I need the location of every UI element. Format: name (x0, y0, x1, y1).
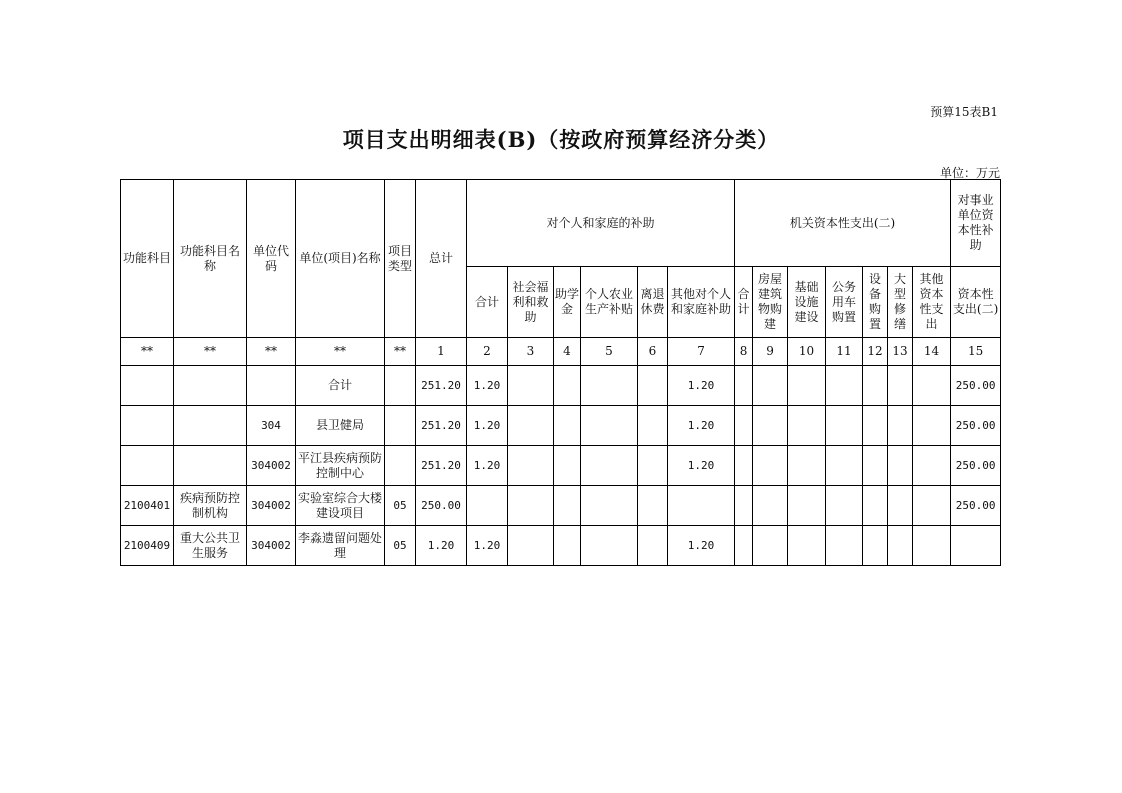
header-personal-retire: 离退休费 (638, 267, 668, 338)
cell-personal-other: 1.20 (668, 526, 735, 566)
cell-empty (581, 446, 638, 486)
cell-empty (638, 446, 668, 486)
index-cell: 7 (668, 338, 735, 366)
cell-empty (863, 406, 888, 446)
header-capital-equip: 设备购置 (863, 267, 888, 338)
cell-personal-other: 1.20 (668, 406, 735, 446)
cell-unit-code: 304002 (247, 486, 296, 526)
cell-empty (554, 526, 581, 566)
header-capital-other: 其他资本性支出 (913, 267, 951, 338)
header-unit-name: 单位(项目)名称 (296, 180, 385, 338)
cell-empty (788, 366, 826, 406)
cell-project-type (385, 446, 416, 486)
cell-empty (581, 486, 638, 526)
cell-unit-name: 实验室综合大楼建设项目 (296, 486, 385, 526)
cell-project-type: 05 (385, 526, 416, 566)
cell-empty (913, 406, 951, 446)
cell-total: 251.20 (416, 366, 467, 406)
cell-project-type (385, 406, 416, 446)
header-project-type: 项目类型 (385, 180, 416, 338)
budget-table (120, 179, 1001, 566)
cell-empty (554, 406, 581, 446)
cell-project-type: 05 (385, 486, 416, 526)
cell-empty (638, 406, 668, 446)
table-row (121, 526, 1001, 566)
cell-empty (888, 526, 913, 566)
cell-personal-sum: 1.20 (467, 406, 508, 446)
index-cell: 13 (888, 338, 913, 366)
cell-personal-other: 1.20 (668, 366, 735, 406)
index-cell: ** (247, 338, 296, 366)
cell-empty (753, 486, 788, 526)
cell-project-type (385, 366, 416, 406)
index-row (121, 338, 1001, 366)
index-cell: 6 (638, 338, 668, 366)
index-cell: ** (296, 338, 385, 366)
index-cell: 1 (416, 338, 467, 366)
header-capital-infra: 基础设施建设 (788, 267, 826, 338)
cell-empty (581, 366, 638, 406)
index-cell: ** (174, 338, 247, 366)
cell-empty (735, 526, 753, 566)
cell-empty (638, 526, 668, 566)
cell-empty (508, 486, 554, 526)
index-cell: 2 (467, 338, 508, 366)
header-func-code: 功能科目 (121, 180, 174, 338)
cell-personal-sum: 1.20 (467, 366, 508, 406)
cell-empty (826, 526, 863, 566)
cell-personal-other: 1.20 (668, 446, 735, 486)
cell-empty (735, 446, 753, 486)
cell-empty (788, 486, 826, 526)
cell-subsidy-capital: 250.00 (951, 366, 1001, 406)
cell-empty (863, 446, 888, 486)
cell-subsidy-capital: 250.00 (951, 486, 1001, 526)
cell-func-name (174, 366, 247, 406)
cell-empty (753, 526, 788, 566)
index-cell: ** (385, 338, 416, 366)
index-cell: 9 (753, 338, 788, 366)
cell-empty (638, 486, 668, 526)
cell-empty (554, 486, 581, 526)
cell-func-code (121, 446, 174, 486)
header-row-1 (121, 180, 1001, 267)
table-row (121, 406, 1001, 446)
index-cell: 8 (735, 338, 753, 366)
header-total: 总计 (416, 180, 467, 338)
cell-func-code: 2100409 (121, 526, 174, 566)
index-cell: 14 (913, 338, 951, 366)
cell-empty (788, 446, 826, 486)
cell-unit-name: 合计 (296, 366, 385, 406)
cell-subsidy-capital: 250.00 (951, 406, 1001, 446)
cell-unit-code: 304002 (247, 526, 296, 566)
index-cell: 3 (508, 338, 554, 366)
cell-empty (638, 366, 668, 406)
cell-func-name (174, 406, 247, 446)
header-capital-sum: 合计 (735, 267, 753, 338)
cell-unit-code (247, 366, 296, 406)
cell-unit-name: 平江县疾病预防控制中心 (296, 446, 385, 486)
cell-empty (888, 366, 913, 406)
cell-func-name (174, 446, 247, 486)
form-number: 预算15表B1 (930, 105, 998, 119)
header-func-name: 功能科目名称 (174, 180, 247, 338)
cell-subsidy-capital (951, 526, 1001, 566)
cell-empty (913, 486, 951, 526)
cell-subsidy-capital: 250.00 (951, 446, 1001, 486)
cell-empty (735, 486, 753, 526)
index-cell: ** (121, 338, 174, 366)
cell-empty (888, 406, 913, 446)
cell-empty (863, 526, 888, 566)
header-personal-welfare: 社会福利和救助 (508, 267, 554, 338)
header-capital-repair: 大型修缮 (888, 267, 913, 338)
cell-empty (913, 366, 951, 406)
cell-func-code (121, 406, 174, 446)
cell-empty (753, 446, 788, 486)
header-personal-sum: 合计 (467, 267, 508, 338)
cell-func-code (121, 366, 174, 406)
cell-empty (554, 446, 581, 486)
index-cell: 15 (951, 338, 1001, 366)
cell-unit-code: 304 (247, 406, 296, 446)
cell-empty (753, 406, 788, 446)
header-capital-car: 公务用车购置 (826, 267, 863, 338)
cell-empty (863, 486, 888, 526)
cell-empty (788, 406, 826, 446)
cell-empty (735, 406, 753, 446)
header-subsidy-capital: 资本性支出(二) (951, 267, 1001, 338)
index-cell: 5 (581, 338, 638, 366)
cell-empty (508, 366, 554, 406)
header-personal-other: 其他对个人和家庭补助 (668, 267, 735, 338)
cell-empty (508, 406, 554, 446)
cell-empty (826, 366, 863, 406)
cell-total: 251.20 (416, 446, 467, 486)
index-cell: 4 (554, 338, 581, 366)
cell-empty (913, 446, 951, 486)
cell-empty (913, 526, 951, 566)
cell-personal-other (668, 486, 735, 526)
header-group-capital: 机关资本性支出(二) (735, 180, 951, 267)
cell-func-name: 重大公共卫生服务 (174, 526, 247, 566)
cell-personal-sum: 1.20 (467, 526, 508, 566)
cell-unit-name: 李淼遗留问题处理 (296, 526, 385, 566)
cell-empty (888, 486, 913, 526)
header-group-personal: 对个人和家庭的补助 (467, 180, 735, 267)
cell-empty (826, 406, 863, 446)
cell-func-code: 2100401 (121, 486, 174, 526)
cell-total: 251.20 (416, 406, 467, 446)
cell-empty (554, 366, 581, 406)
header-personal-agri: 个人农业生产补贴 (581, 267, 638, 338)
cell-empty (508, 446, 554, 486)
cell-personal-sum: 1.20 (467, 446, 508, 486)
cell-empty (581, 526, 638, 566)
index-cell: 12 (863, 338, 888, 366)
cell-func-name: 疾病预防控制机构 (174, 486, 247, 526)
cell-unit-code: 304002 (247, 446, 296, 486)
cell-total: 250.00 (416, 486, 467, 526)
cell-personal-sum (467, 486, 508, 526)
cell-empty (888, 446, 913, 486)
cell-total: 1.20 (416, 526, 467, 566)
cell-empty (788, 526, 826, 566)
cell-empty (735, 366, 753, 406)
cell-empty (753, 366, 788, 406)
table-row-total (121, 366, 1001, 406)
cell-empty (826, 446, 863, 486)
index-cell: 10 (788, 338, 826, 366)
table-row (121, 486, 1001, 526)
table-row (121, 446, 1001, 486)
header-personal-grant: 助学金 (554, 267, 581, 338)
cell-empty (581, 406, 638, 446)
cell-empty (863, 366, 888, 406)
index-cell: 11 (826, 338, 863, 366)
header-capital-house: 房屋建筑物购建 (753, 267, 788, 338)
cell-empty (508, 526, 554, 566)
header-unit-code: 单位代码 (247, 180, 296, 338)
cell-unit-name: 县卫健局 (296, 406, 385, 446)
cell-empty (826, 486, 863, 526)
page-title: 项目支出明细表(B)（按政府预算经济分类） (342, 127, 780, 152)
header-group-subsidy: 对事业单位资本性补助 (951, 180, 1001, 267)
unit-label: 单位：万元 (939, 166, 1000, 180)
